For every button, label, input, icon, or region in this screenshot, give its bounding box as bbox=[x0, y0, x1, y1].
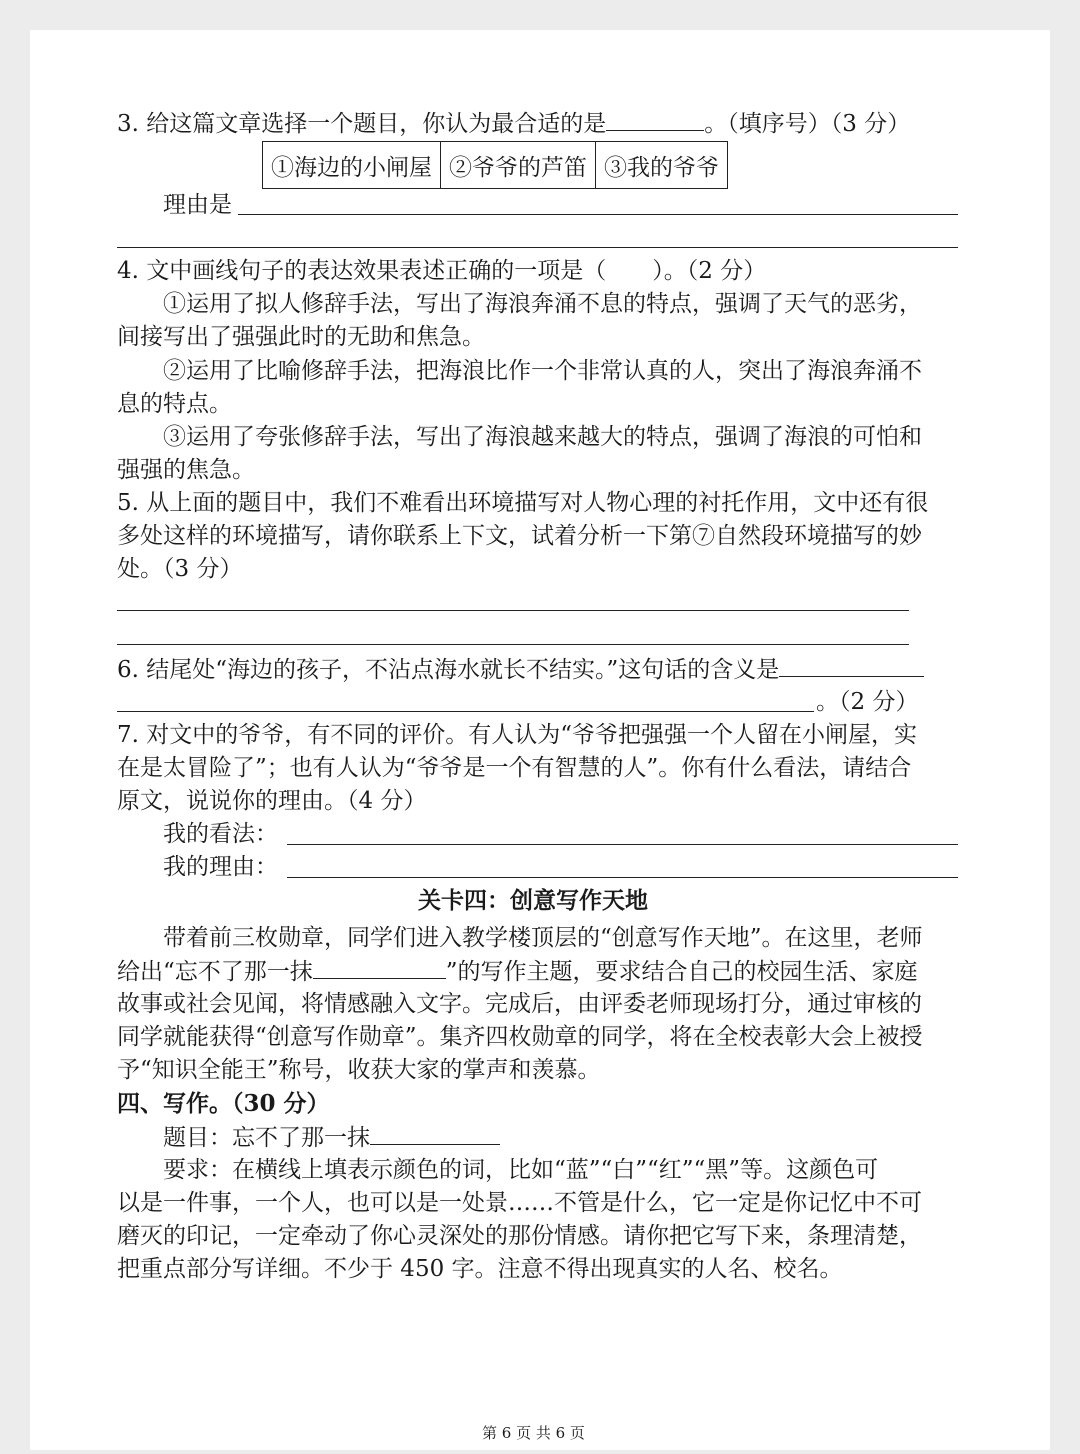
q3-answer-blank[interactable] bbox=[606, 108, 704, 131]
writing-requirement-line-2: 以是一件事，一个人，也可以是一处景……不管是什么，它一定是你记忆中不可 bbox=[117, 1190, 922, 1216]
q3-question bbox=[117, 108, 910, 139]
writing-requirement-line-1: 要求：在横线上填表示颜色的词，比如“蓝”“白”“红”“黑”等。这颜色可 bbox=[163, 1157, 879, 1183]
q6-line-1 bbox=[117, 654, 924, 685]
q5-answer-line-2[interactable] bbox=[117, 644, 909, 645]
section4-paragraph-line-2 bbox=[117, 956, 918, 987]
q4-option-3-line-2: 强强的焦急。 bbox=[117, 457, 255, 483]
q3-reason-line-2[interactable] bbox=[117, 247, 958, 248]
q7-view-label: 我的看法： bbox=[163, 821, 278, 847]
q5-line-2: 多处这样的环境描写，请你联系上下文，试着分析一下第⑦自然段环境描写的妙 bbox=[117, 523, 922, 549]
section4-theme-blank[interactable] bbox=[313, 956, 446, 979]
q3-option-1: ①海边的小闸屋 bbox=[263, 142, 441, 189]
q5-line-3: 处。（3 分） bbox=[117, 556, 243, 582]
q6-answer-line-2[interactable] bbox=[117, 711, 814, 712]
writing-requirement-line-4: 把重点部分写详细。不少于 450 字。注意不得出现真实的人名、校名。 bbox=[117, 1256, 843, 1282]
q7-line-2: 在是太冒险了”；也有人认为“爷爷是一个有智慧的人”。你有什么看法，请结合 bbox=[117, 755, 912, 781]
q5-line-1: 5. 从上面的题目中，我们不难看出环境描写对人物心理的衬托作用，文中还有很 bbox=[117, 490, 929, 516]
q4-question: 4. 文中画线句子的表达效果表述正确的一项是（ ）。（2 分） bbox=[117, 258, 767, 284]
q3-option-2: ②爷爷的芦笛 bbox=[441, 142, 596, 189]
writing-title-blank[interactable] bbox=[370, 1122, 500, 1145]
q3-option-3: ③我的爷爷 bbox=[596, 142, 728, 189]
q3-reason-line-1[interactable] bbox=[238, 214, 958, 215]
section4-paragraph-line-4: 同学就能获得“创意写作勋章”。集齐四枚勋章的同学，将在全校表彰大会上被授 bbox=[117, 1024, 923, 1050]
q3-options-table bbox=[262, 141, 728, 189]
writing-title-label: 题目：忘不了那一抹 bbox=[163, 1125, 370, 1151]
q7-line-3: 原文，说说你的理由。（4 分） bbox=[117, 788, 427, 814]
q7-reason-label: 我的理由： bbox=[163, 854, 278, 880]
section4-p2-b: ”的写作主题，要求结合自己的校园生活、家庭 bbox=[445, 959, 918, 985]
q3-text: 3. 给这篇文章选择一个题目，你认为最合适的是 bbox=[117, 111, 607, 137]
writing-heading: 四、写作。（30 分） bbox=[117, 1090, 330, 1117]
section4-paragraph-line-5: 予“知识全能王”称号，收获大家的掌声和羡慕。 bbox=[117, 1057, 601, 1083]
section4-heading: 关卡四：创意写作天地 bbox=[418, 887, 648, 914]
page-footer: 第 6 页 共 6 页 bbox=[482, 1424, 585, 1442]
q6-answer-blank-1[interactable] bbox=[779, 654, 924, 677]
q4-option-1-line-1: ①运用了拟人修辞手法，写出了海浪奔涌不息的特点，强调了天气的恶劣， bbox=[163, 291, 922, 317]
q4-option-1-line-2: 间接写出了强强此时的无助和焦急。 bbox=[117, 324, 485, 350]
q4-option-2-line-1: ②运用了比喻修辞手法，把海浪比作一个非常认真的人，突出了海浪奔涌不 bbox=[163, 358, 922, 384]
q4-option-2-line-2: 息的特点。 bbox=[117, 391, 232, 417]
section4-paragraph-line-1: 带着前三枚勋章，同学们进入教学楼顶层的“创意写作天地”。在这里，老师 bbox=[163, 925, 923, 951]
q6-suffix: 。（2 分） bbox=[816, 689, 919, 715]
section4-p2-a: 给出“忘不了那一抹 bbox=[117, 959, 313, 985]
writing-requirement-line-3: 磨灭的印记，一定牵动了你心灵深处的那份情感。请你把它写下来，条理清楚， bbox=[117, 1223, 922, 1249]
writing-title-line bbox=[163, 1122, 500, 1153]
q7-view-line[interactable] bbox=[287, 844, 958, 845]
q7-line-1: 7. 对文中的爷爷，有不同的评价。有人认为“爷爷把强强一个人留在小闸屋，实 bbox=[117, 722, 918, 748]
q6-text: 6. 结尾处“海边的孩子，不沾点海水就长不结实。”这句话的含义是 bbox=[117, 657, 780, 683]
section4-paragraph-line-3: 故事或社会见闻，将情感融入文字。完成后，由评委老师现场打分，通过审核的 bbox=[117, 991, 922, 1017]
q5-answer-line-1[interactable] bbox=[117, 610, 909, 611]
q7-reason-line[interactable] bbox=[287, 877, 958, 878]
q3-suffix: 。（填序号）（3 分） bbox=[704, 111, 911, 137]
q3-reason-label: 理由是 bbox=[163, 192, 232, 218]
q4-option-3-line-1: ③运用了夸张修辞手法，写出了海浪越来越大的特点，强调了海浪的可怕和 bbox=[163, 424, 922, 450]
